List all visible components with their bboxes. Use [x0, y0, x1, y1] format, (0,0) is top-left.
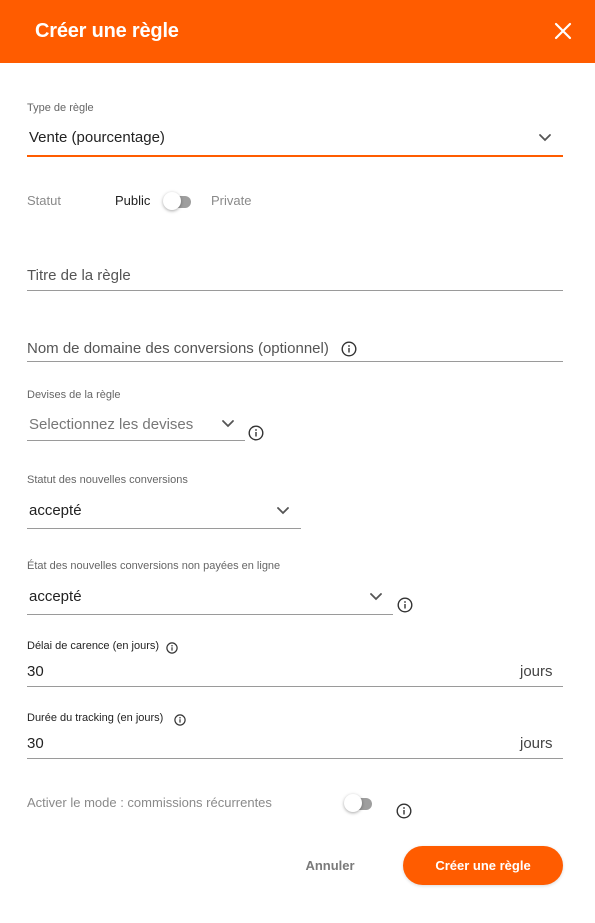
- currencies-label: Devises de la règle: [27, 389, 121, 401]
- new-conversion-status-underline: [27, 528, 301, 529]
- tracking-duration-underline: [27, 758, 563, 759]
- info-icon[interactable]: [397, 597, 413, 613]
- close-icon[interactable]: [551, 19, 575, 43]
- create-rule-button[interactable]: Créer une règle: [403, 846, 563, 885]
- unpaid-online-state-underline: [27, 614, 393, 615]
- recurring-toggle-knob: [344, 794, 362, 812]
- rule-type-label: Type de règle: [27, 102, 94, 114]
- new-conversion-status-select[interactable]: accepté: [29, 502, 82, 519]
- status-label: Statut: [27, 193, 61, 208]
- grace-period-underline: [27, 686, 563, 687]
- rule-type-underline: [27, 155, 563, 157]
- tracking-duration-unit: jours: [520, 735, 553, 752]
- new-conversion-status-label: Statut des nouvelles conversions: [27, 474, 188, 486]
- grace-period-unit: jours: [520, 663, 553, 680]
- rule-type-select[interactable]: Vente (pourcentage): [29, 129, 165, 146]
- recurring-label: Activer le mode : commissions récurrentes: [27, 795, 272, 810]
- recurring-toggle[interactable]: [344, 793, 374, 813]
- unpaid-online-state-label: État des nouvelles conversions non payées en ligne: [27, 560, 281, 572]
- status-public-label: Public: [115, 193, 151, 208]
- conversion-domain-input[interactable]: Nom de domaine des conversions (optionnel): [27, 340, 329, 357]
- cancel-button[interactable]: Annuler: [305, 857, 355, 873]
- rule-title-input[interactable]: Titre de la règle: [27, 267, 131, 284]
- info-icon[interactable]: [341, 341, 357, 357]
- grace-period-label: Délai de carence (en jours): [27, 640, 160, 652]
- chevron-down-icon[interactable]: [538, 133, 552, 143]
- conversion-domain-underline: [27, 361, 563, 362]
- info-icon[interactable]: [166, 642, 178, 654]
- chevron-down-icon[interactable]: [369, 592, 383, 602]
- tracking-duration-input[interactable]: 30: [27, 735, 44, 752]
- dialog-header: [0, 0, 595, 63]
- chevron-down-icon[interactable]: [276, 506, 290, 516]
- currencies-select[interactable]: Selectionnez les devises: [29, 416, 194, 433]
- unpaid-online-state-select[interactable]: accepté: [29, 588, 82, 605]
- status-toggle[interactable]: [163, 191, 193, 211]
- rule-title-underline: [27, 290, 563, 291]
- chevron-down-icon[interactable]: [221, 419, 235, 429]
- info-icon[interactable]: [248, 425, 264, 441]
- tracking-duration-label: Durée du tracking (en jours): [27, 712, 164, 724]
- status-toggle-knob: [163, 192, 181, 210]
- currencies-underline: [27, 440, 245, 441]
- info-icon[interactable]: [174, 714, 186, 726]
- info-icon[interactable]: [396, 803, 412, 819]
- status-private-label: Private: [211, 193, 252, 208]
- dialog-title: Créer une règle: [35, 20, 179, 42]
- grace-period-input[interactable]: 30: [27, 663, 44, 680]
